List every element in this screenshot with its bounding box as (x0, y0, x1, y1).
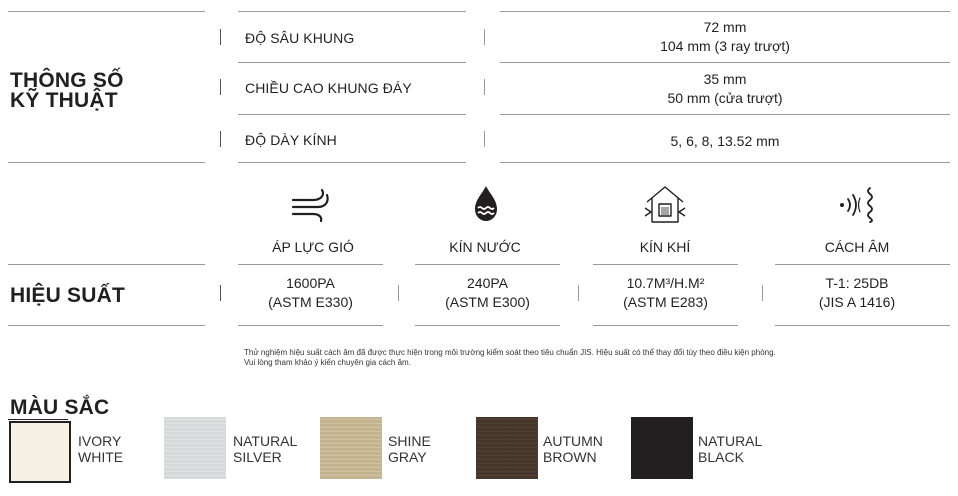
performance-value-wind-line2: (ASTM E330) (268, 294, 353, 310)
performance-title: HIỆU SUẤT (10, 284, 125, 307)
color-name-ivory-white-line1: IVORY (78, 433, 122, 449)
spec-value-frame-depth (560, 18, 890, 56)
performance-note (244, 348, 954, 368)
color-name-shine-gray (388, 433, 431, 465)
performance-value-water-line2: (ASTM E300) (445, 294, 530, 310)
spec-value-frame-depth-line1: 72 mm (703, 19, 747, 35)
color-name-autumn-brown-line1: AUTUMN (543, 433, 603, 449)
color-name-natural-black-line2: BLACK (698, 449, 744, 465)
performance-value-wind (238, 274, 383, 312)
spec-value-sill-height-line1: 35 mm (703, 71, 747, 87)
color-name-natural-silver-line1: NATURAL (233, 433, 298, 449)
spec-value-sill-height (560, 70, 890, 108)
spec-label-glass-thickness: ĐỘ DÀY KÍNH (245, 132, 337, 148)
spec-label-sill-height: CHIỀU CAO KHUNG ĐÁY (245, 80, 412, 96)
spec-value-glass-thickness: 5, 6, 8, 13.52 mm (670, 133, 780, 149)
performance-value-sound (782, 274, 932, 312)
performance-value-air-line2: (ASTM E283) (623, 294, 708, 310)
spec-value-sill-height-line2: 50 mm (cửa trượt) (667, 90, 783, 106)
color-name-ivory-white (78, 433, 123, 465)
performance-note-line2: Vui lòng tham khảo ý kiến chuyên gia cách âm. (244, 358, 411, 367)
performance-name-air: KÍN KHÍ (639, 239, 691, 255)
performance-value-air-line1: 10.7M³/H.M² (626, 275, 705, 291)
performance-name-wind: ÁP LỰC GIÓ (272, 239, 354, 255)
sound-icon (838, 186, 880, 224)
performance-value-sound-line2: (JIS A 1416) (818, 294, 896, 310)
swatch-natural-silver[interactable] (164, 417, 226, 479)
performance-value-sound-line1: T-1: 25DB (825, 275, 889, 291)
color-name-natural-black-line1: NATURAL (698, 433, 763, 449)
specs-title-line1: THÔNG SỐ (10, 69, 124, 92)
colors-title: MÀU SẮC (10, 396, 110, 419)
color-name-natural-black (698, 433, 762, 465)
swatch-natural-black[interactable] (631, 417, 693, 479)
performance-value-water (415, 274, 560, 312)
color-name-natural-silver-line2: SILVER (233, 449, 282, 465)
specs-title-line2: KỸ THUẬT (10, 89, 118, 112)
performance-note-line1: Thử nghiệm hiệu suất cách âm đã được thực hiện trong môi trường kiểm soát theo tiêu chuẩn JIS. Hiệu suất có thể thay đổi tùy theo điều kiện phòng. (244, 348, 776, 357)
specs-title (10, 71, 124, 111)
performance-value-wind-line1: 1600PA (286, 275, 335, 291)
color-name-ivory-white-line2: WHITE (78, 449, 124, 465)
performance-name-sound: CÁCH ÂM (824, 239, 890, 255)
color-name-natural-silver (233, 433, 297, 465)
color-name-autumn-brown (543, 433, 603, 465)
color-name-shine-gray-line2: GRAY (388, 449, 427, 465)
performance-name-water: KÍN NƯỚC (449, 239, 521, 255)
color-name-shine-gray-line1: SHINE (388, 433, 431, 449)
color-name-autumn-brown-line2: BROWN (543, 449, 597, 465)
swatch-ivory-white[interactable] (9, 421, 71, 483)
water-drop-icon (471, 184, 501, 224)
wind-icon (291, 186, 335, 224)
house-air-icon (643, 184, 687, 226)
spec-value-frame-depth-line2: 104 mm (3 ray trượt) (660, 38, 790, 54)
performance-value-water-line1: 240PA (467, 275, 508, 291)
performance-value-air (593, 274, 738, 312)
swatch-shine-gray[interactable] (320, 417, 382, 479)
spec-label-frame-depth: ĐỘ SÂU KHUNG (245, 30, 355, 46)
swatch-autumn-brown[interactable] (476, 417, 538, 479)
